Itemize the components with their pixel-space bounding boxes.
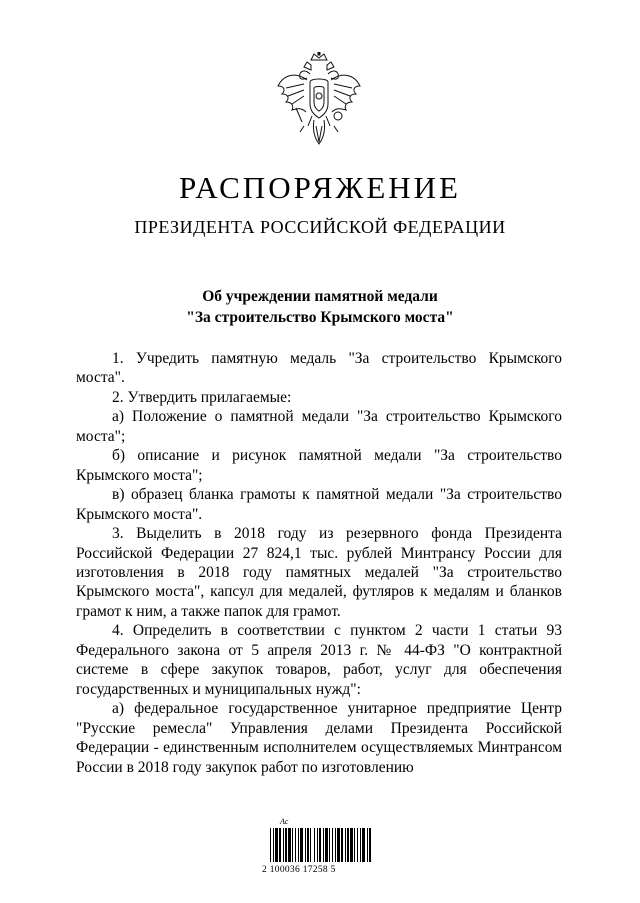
paragraph-2c: в) образец бланка грамоты к памятной медали "За строительство Крымского моста".	[76, 486, 562, 523]
document-subject	[0, 286, 640, 328]
barcode-bar	[285, 828, 287, 862]
barcode-bar	[298, 828, 299, 862]
barcode-bar	[345, 828, 346, 862]
barcode-bar	[332, 828, 333, 862]
barcode-bar	[323, 828, 324, 862]
coat-of-arms-icon	[274, 52, 364, 150]
barcode-bar	[283, 828, 284, 862]
barcode-bar	[354, 828, 355, 862]
barcode-bar	[367, 828, 368, 862]
barcode-bar	[292, 828, 293, 862]
paragraph-2a: а) Положение о памятной медали "За строительство Крымского моста";	[76, 408, 562, 445]
barcode-bar	[369, 828, 371, 862]
paragraph-2b: б) описание и рисунок памятной медали "За строительство Крымского моста";	[76, 447, 562, 484]
barcode-bar	[300, 828, 303, 862]
barcode-bar	[317, 828, 318, 862]
barcode-bar	[275, 828, 278, 862]
subject-line-1: Об учреждении памятной медали	[202, 288, 438, 305]
barcode-number: 2 100036 17258 5	[262, 865, 336, 875]
barcode-bar	[307, 828, 309, 862]
paragraph-4a: а) федеральное государственное унитарное предприятие Центр "Русские ремесла" Управления делами Президента Российской Федерации - единственным исполнителем осуществляемых Минтрансом России в 2018 году закупок работ по изготовлению	[76, 700, 562, 776]
barcode-bar	[295, 828, 296, 862]
paragraph-3: 3. Выделить в 2018 году из резервного фонда Президента Российской Федерации 27 824,1 тыс. рублей Минтрансу России для изготовления в 2018 году памятных медалей "За строительство Крымского моста", капсул для медалей, футляров к медалям и бланков грамот к ним, а также папок для грамот.	[76, 525, 562, 620]
barcode	[262, 818, 378, 864]
barcode-bar	[310, 828, 311, 862]
barcode-bar	[279, 828, 281, 862]
barcode-bar	[325, 828, 328, 862]
subject-line-2: "За строительство Крымского моста"	[186, 309, 454, 326]
barcode-bar	[350, 828, 353, 862]
document-subtitle: ПРЕЗИДЕНТА РОССИЙСКОЙ ФЕДЕРАЦИИ	[134, 217, 506, 237]
barcode-bar	[341, 828, 343, 862]
barcode-bar	[362, 828, 365, 862]
barcode-bar	[337, 828, 340, 862]
paragraph-1: 1. Учредить памятную медаль "За строительство Крымского моста".	[76, 350, 562, 387]
barcode-bar	[314, 828, 315, 862]
barcode-bar	[360, 828, 361, 862]
barcode-bar	[335, 828, 336, 862]
barcode-bar	[347, 828, 349, 862]
barcode-bar	[357, 828, 358, 862]
barcode-bar	[270, 828, 271, 862]
document-title: РАСПОРЯЖЕНИЕ	[179, 170, 461, 205]
barcode-bar	[273, 828, 274, 862]
barcode-bar	[319, 828, 321, 862]
document-body	[76, 349, 562, 777]
paragraph-2: 2. Утвердить прилагаемые:	[112, 388, 292, 406]
barcode-bar	[305, 828, 306, 862]
operator-initials: Ас	[280, 817, 289, 826]
barcode-bar	[329, 828, 330, 862]
barcode-bar	[288, 828, 291, 862]
paragraph-4: 4. Определить в соответствии с пунктом 2 части 1 статьи 93 Федерального закона от 5 апреля 2013 г. № 44-ФЗ "О контрактной системе в сфере закупок товаров, работ, услуг для обеспечения государственных и муниципальных нужд":	[76, 622, 562, 698]
